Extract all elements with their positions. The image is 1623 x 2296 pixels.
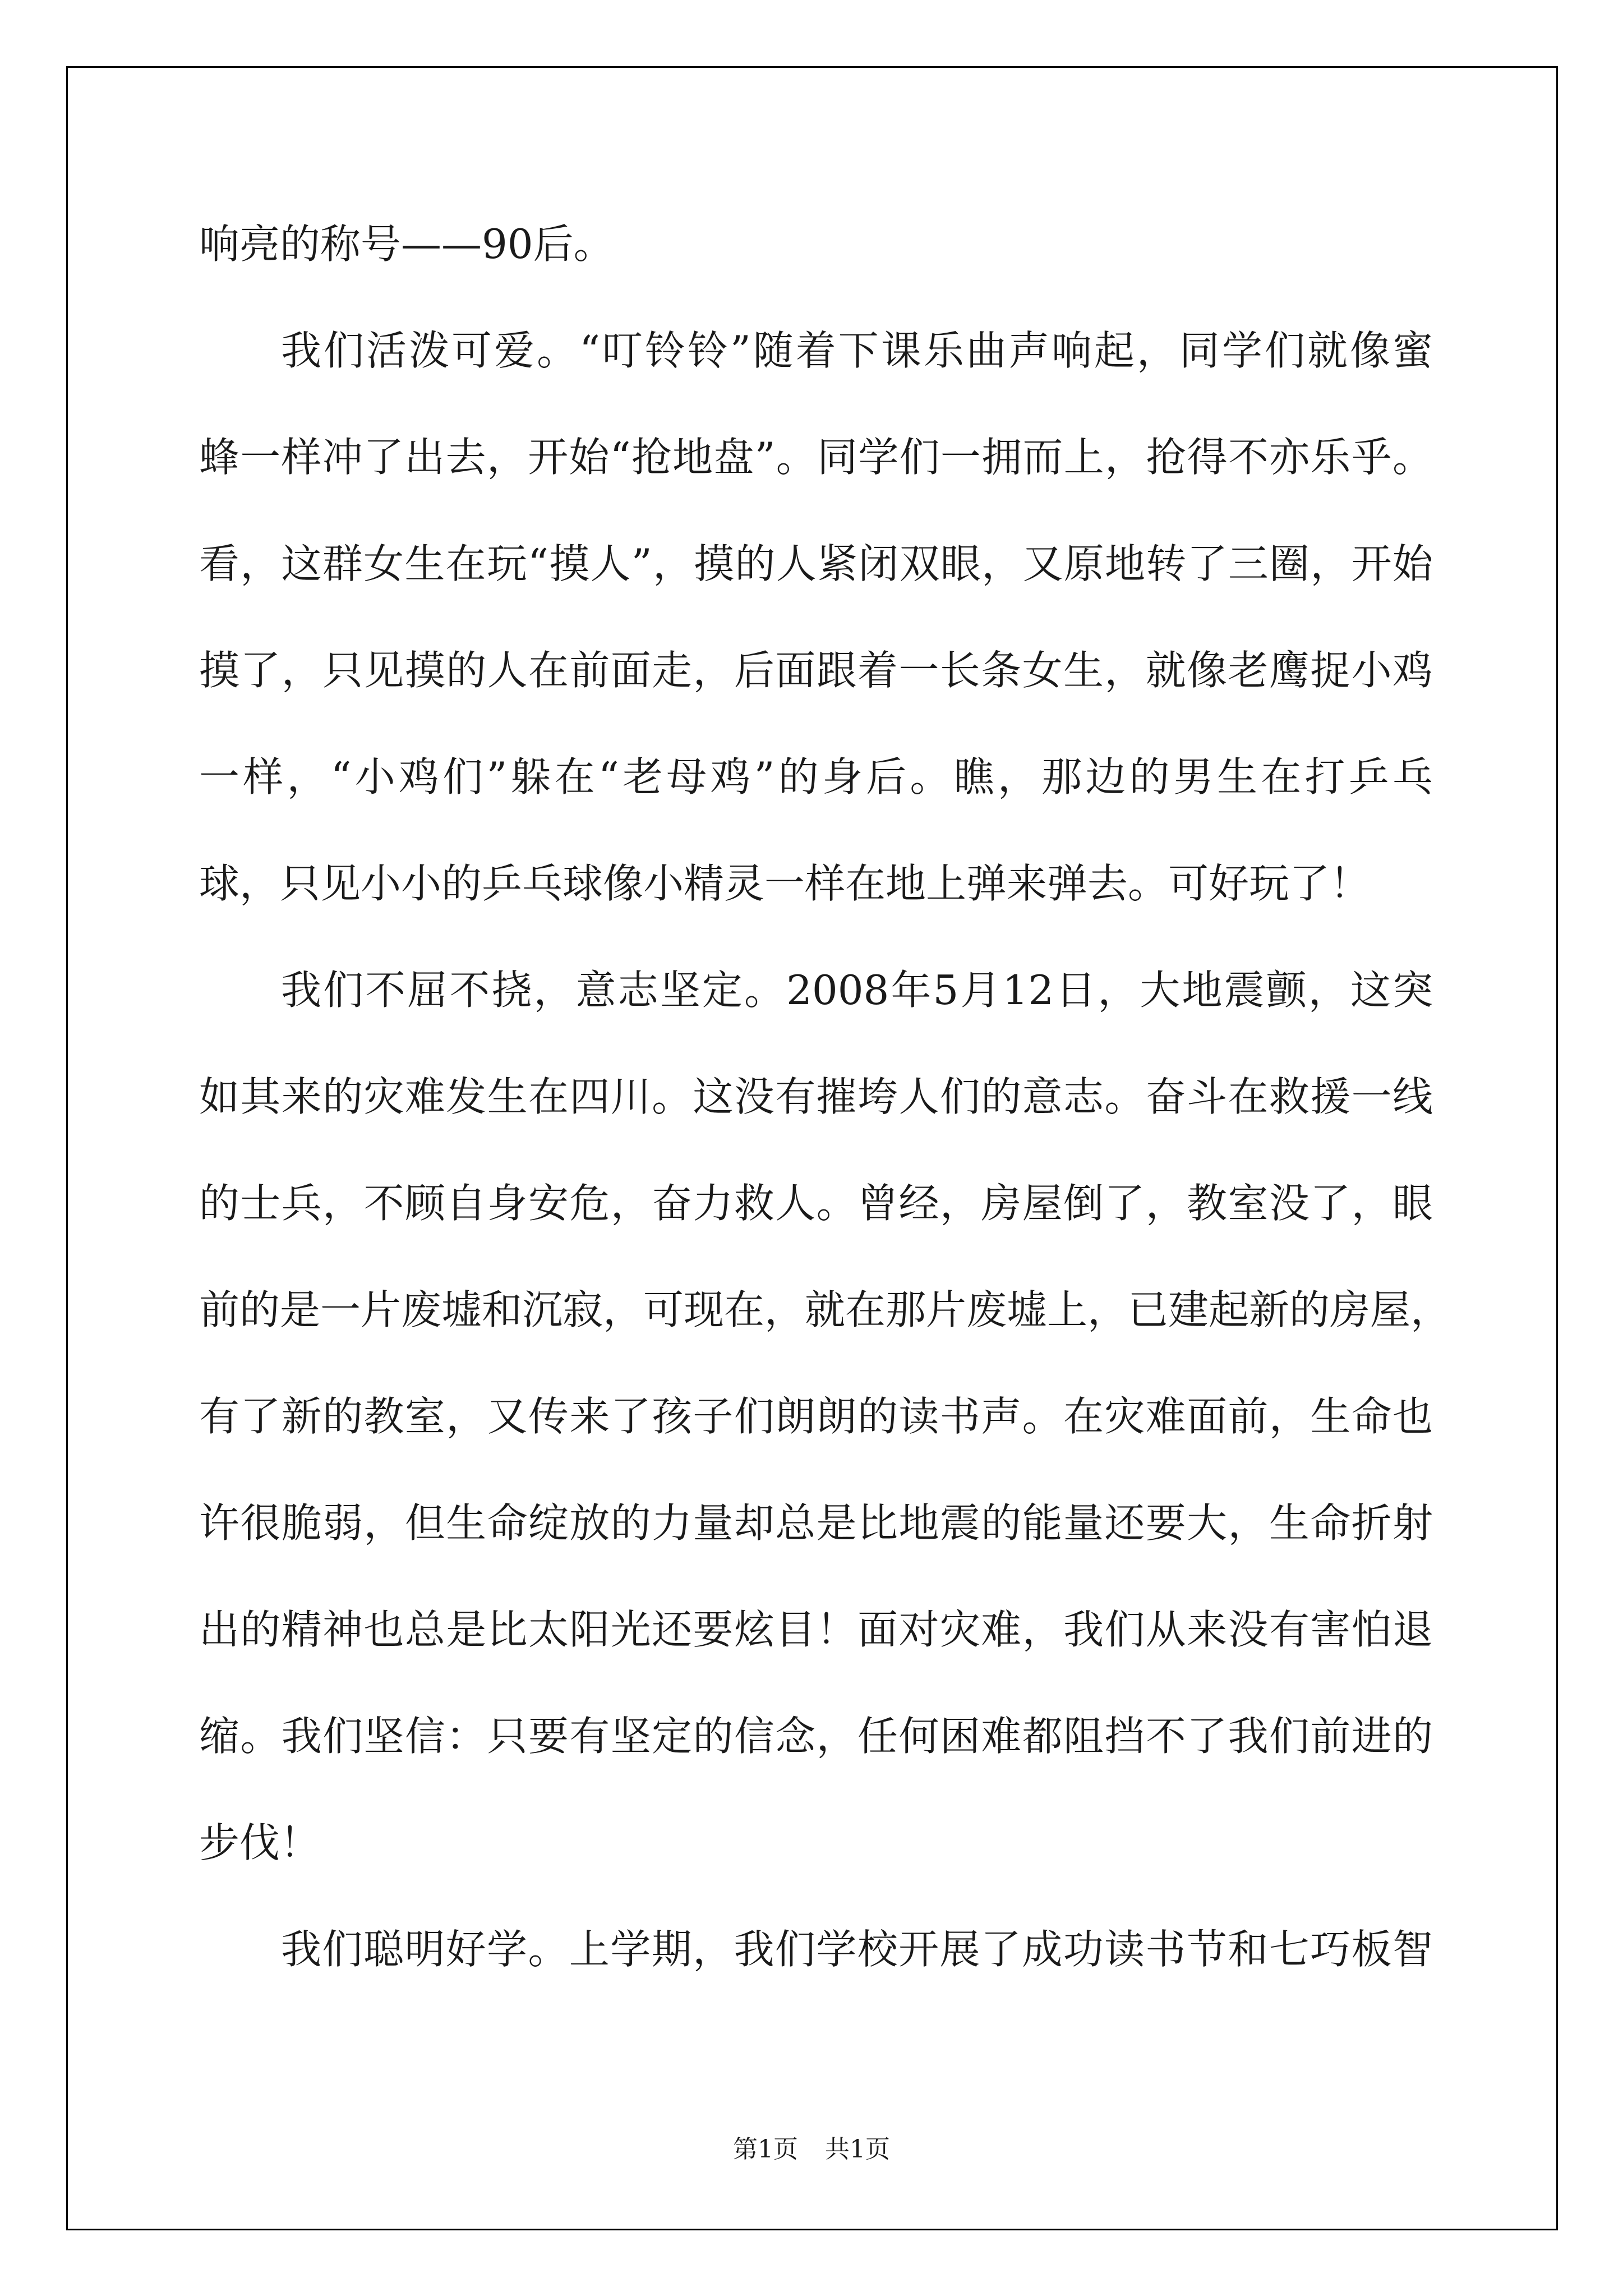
text-line: 我们活泼可爱。“叮铃铃”随着下课乐曲声响起，同学们就像蜜 <box>281 327 1433 374</box>
text-line: 蜂一样冲了出去，开始“抢地盘”。同学们一拥而上，抢得不亦乐乎。 <box>199 434 1433 481</box>
text-line: 的士兵，不顾自身安危，奋力救人。曾经，房屋倒了，教室没了，眼 <box>199 1180 1433 1227</box>
page-footer <box>0 2129 1623 2165</box>
page-number: 第1页 <box>733 2135 798 2164</box>
text-line: 如其来的灾难发生在四川。这没有摧垮人们的意志。奋斗在救援一线 <box>199 1073 1433 1120</box>
text-line: 摸了，只见摸的人在前面走，后面跟着一长条女生，就像老鹰捉小鸡 <box>199 647 1433 694</box>
text-line: 前的是一片废墟和沉寂，可现在，就在那片废墟上，已建起新的房屋， <box>199 1286 1451 1333</box>
text-line: 出的精神也总是比太阳光还要炫目！面对灾难，我们从来没有害怕退 <box>199 1606 1433 1653</box>
text-line: 我们不屈不挠，意志坚定。2008年5月12日，大地震颤，这突 <box>281 967 1433 1014</box>
text-line: 球，只见小小的乒乓球像小精灵一样在地上弹来弹去。可好玩了！ <box>199 860 1371 907</box>
text-line: 缩。我们坚信：只要有坚定的信念，任何困难都阻挡不了我们前进的 <box>199 1713 1433 1760</box>
document-body <box>199 191 1451 2003</box>
text-line: 有了新的教室，又传来了孩子们朗朗的读书声。在灾难面前，生命也 <box>199 1393 1433 1440</box>
text-line: 一样，“小鸡们”躲在“老母鸡”的身后。瞧，那边的男生在打乒乓 <box>199 753 1433 800</box>
text-line: 我们聪明好学。上学期，我们学校开展了成功读书节和七巧板智 <box>281 1926 1433 1973</box>
text-line: 步伐！ <box>199 1819 321 1866</box>
text-line: 许很脆弱，但生命绽放的力量却总是比地震的能量还要大，生命折射 <box>199 1499 1433 1547</box>
page-total: 共1页 <box>825 2135 890 2164</box>
text-line: 响亮的称号——90后。 <box>199 220 614 268</box>
text-line: 看，这群女生在玩“摸人”，摸的人紧闭双眼，又原地转了三圈，开始 <box>199 540 1433 587</box>
